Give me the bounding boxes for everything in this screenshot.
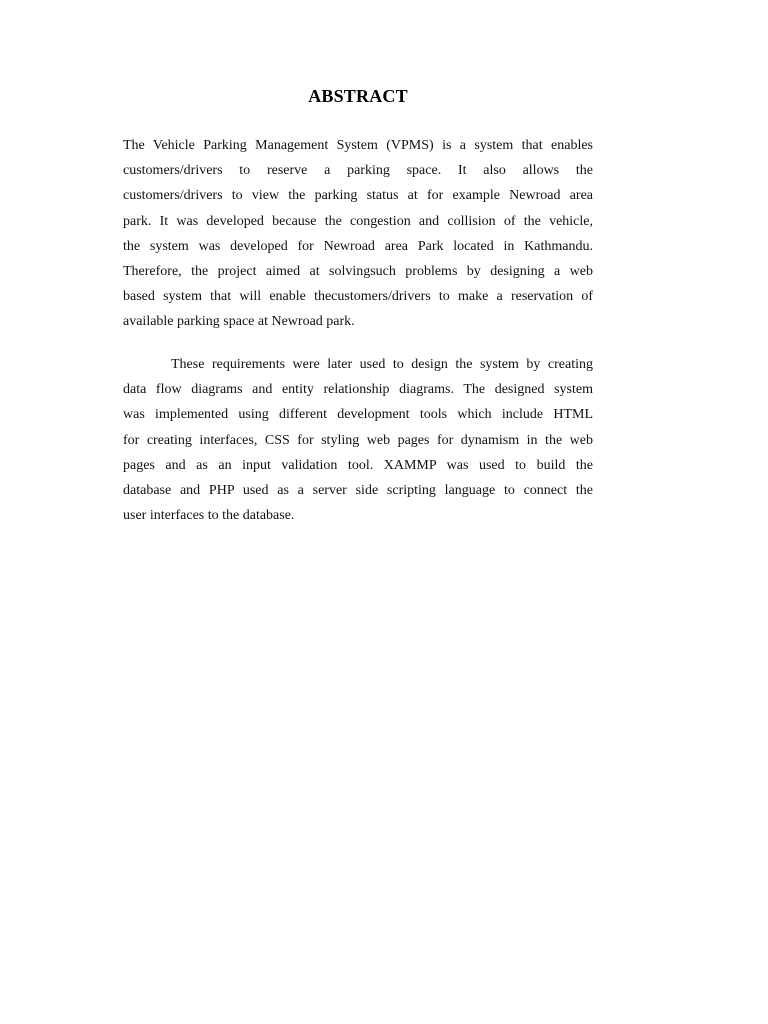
paragraph-line: Therefore, the project aimed at solvingsuch problems by designing a web — [123, 263, 593, 279]
paragraph-line: based system that will enable thecustomers/drivers to make a reservation of — [123, 289, 593, 305]
paragraph-line: user interfaces to the database. — [123, 508, 295, 524]
paragraph-line: customers/drivers to view the parking status at for example Newroad area — [123, 188, 593, 204]
paragraph-line: available parking space at Newroad park. — [123, 314, 355, 330]
paragraph-line: pages and as an input validation tool. XAMMP was used to build the — [123, 457, 593, 473]
abstract-paragraph-2 — [123, 352, 593, 528]
paragraph-line: was implemented using different development tools which include HTML — [123, 407, 593, 423]
paragraph-line: for creating interfaces, CSS for styling web pages for dynamism in the web — [123, 432, 593, 448]
abstract-heading: ABSTRACT — [308, 86, 408, 106]
abstract-paragraph-1 — [123, 133, 593, 335]
paragraph-line: The Vehicle Parking Management System (VPMS) is a system that enables — [123, 138, 593, 153]
paragraph-line: park. It was developed because the congestion and collision of the vehicle, — [123, 213, 593, 229]
paragraph-line: These requirements were later used to design the system by creating — [171, 357, 593, 372]
paragraph-line: customers/drivers to reserve a parking space. It also allows the — [123, 163, 593, 179]
paragraph-line: the system was developed for Newroad area Park located in Kathmandu. — [123, 238, 593, 254]
paragraph-line: database and PHP used as a server side scripting language to connect the — [123, 482, 593, 498]
paragraph-line: data flow diagrams and entity relationship diagrams. The designed system — [123, 382, 593, 398]
